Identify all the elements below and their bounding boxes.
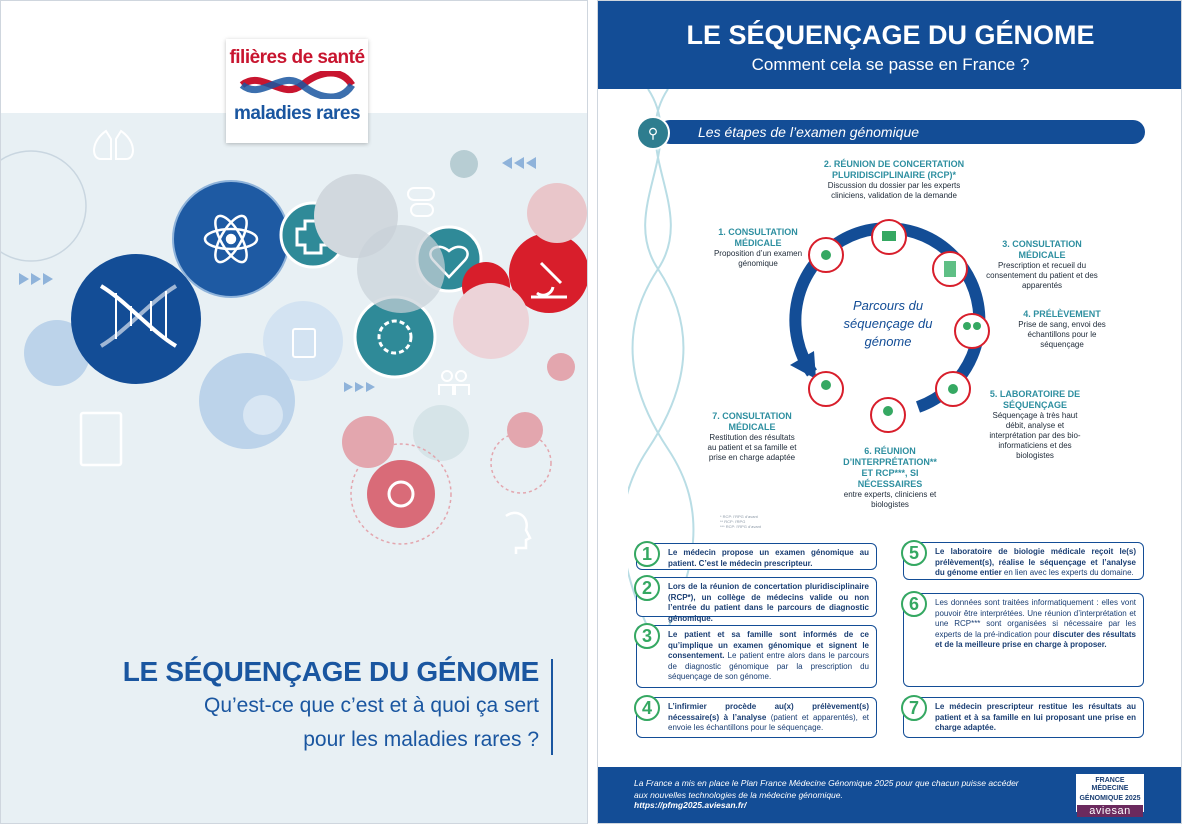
explanation-box-2: 2 Lors de la réunion de concertation pluridisciplinaire (RCP*), un collège de médecins valide ou non l’entrée du patient dans le parcours de diagnostic génomique. bbox=[636, 577, 877, 617]
pink-circle bbox=[527, 183, 587, 243]
document-icon bbox=[81, 413, 121, 465]
step-5-label: 5. LABORATOIRE DE SÉQUENÇAGE Séquençage à très haut débit, analyse et interprétation par des bio-informaticiens et des biologistes bbox=[989, 389, 1081, 460]
logo-wave bbox=[237, 71, 357, 99]
step-3-label: 3. CONSULTATION MÉDICALE Prescription et recueil du consentement du patient et des apparentés bbox=[986, 239, 1098, 290]
cover-subtitle-1: Qu’est-ce que c’est et à quoi ça sert bbox=[203, 694, 539, 717]
steps-heading: Les étapes de l’examen génomique bbox=[698, 124, 920, 140]
family-icon bbox=[439, 371, 469, 395]
small-teal-circle bbox=[450, 150, 478, 178]
pale-pink-circle bbox=[453, 283, 529, 359]
pill-icon bbox=[408, 188, 434, 216]
cover-title-block bbox=[123, 656, 539, 756]
pink-mid-circle bbox=[342, 416, 394, 468]
filieres-logo bbox=[226, 39, 368, 143]
brochure-cover bbox=[0, 0, 588, 824]
pfmg-logo: FRANCE MÉDECINE GÉNOMIQUE 2025 aviesan bbox=[1076, 774, 1144, 812]
cycle-center-text: Parcours du séquençage du génome bbox=[843, 298, 933, 349]
step-2-label: 2. RÉUNION DE CONCERTATION PLURIDISCIPLINAIRE (RCP)* Discussion du dossier par les experts cliniciens, validation de la demande bbox=[823, 159, 965, 200]
explanation-box-6: 6 Les données sont traitées informatiquement : elles vont pouvoir être interprétées. Une réunion d’interprétation et une RCP*** sont organisées si nécessaire par les experts de la pré-indication pour discuter des résultats et de la meilleure prise en charge à proposer. bbox=[903, 593, 1144, 687]
explanation-box-5: 5 Le laboratoire de biologie médicale reçoit le(s) prélèvement(s), réalise le séquençage et l’analyse du génome entier en lien avec les experts du domaine. bbox=[903, 542, 1144, 580]
map-pin-icon: ⚲ bbox=[636, 116, 670, 150]
page-subtitle: Comment cela se passe en France ? bbox=[751, 55, 1030, 74]
pink-mid-circle-2 bbox=[507, 412, 543, 448]
cover-subtitle-2: pour les maladies rares ? bbox=[303, 728, 539, 751]
people-icon bbox=[955, 314, 989, 348]
logo-line-1: filières de santé bbox=[229, 47, 365, 68]
footer-text: La France a mis en place le Plan France Médecine Génomique 2025 pour que chacun puisse accéder aux nouvelles technologies de la médecine génomique. bbox=[634, 778, 1019, 800]
pink-small-circle bbox=[547, 353, 575, 381]
blue-light-circle bbox=[199, 353, 295, 449]
step-1-label: 1. CONSULTATION MÉDICALE Proposition d’un examen génomique bbox=[713, 227, 803, 268]
page-header bbox=[598, 1, 1182, 89]
head-icon bbox=[506, 513, 530, 554]
title-accent-bar bbox=[551, 659, 553, 755]
infographic-page bbox=[597, 0, 1182, 824]
page-footer bbox=[598, 767, 1182, 824]
logo-line-2: maladies rares bbox=[233, 103, 361, 124]
footer-link[interactable]: https://pfmg2025.aviesan.fr/ bbox=[634, 800, 747, 810]
small-light-circle bbox=[243, 395, 283, 435]
brain-circle bbox=[367, 460, 435, 528]
footnotes: * RCP: l’RPG d’avant ** RCP: l’RPG *** RCP: l’RPG d’avant bbox=[720, 514, 761, 529]
explanation-box-4: 4 L’infirmier procède au(x) prélèvement(s) nécessaire(s) à l’analyse (patient et apparentés), et envoie les échantillons pour le séquençage. bbox=[636, 697, 877, 738]
page-title: LE SÉQUENÇAGE DU GÉNOME bbox=[686, 20, 1095, 50]
lungs-icon bbox=[94, 131, 133, 159]
explanation-box-1: 1 Le médecin propose un examen génomique au patient. C’est le médecin prescripteur. bbox=[636, 543, 877, 570]
step-4-label: 4. PRÉLÈVEMENT Prise de sang, envoi des échantillons pour le séquençage bbox=[1018, 309, 1106, 349]
steps-heading-bar bbox=[658, 120, 1145, 144]
pale-teal-circle bbox=[413, 405, 469, 461]
explanation-box-3: 3 Le patient et sa famille sont informés de ce qu’implique un examen génomique et signent le consentement. Le patient entre alors dans le parcours de diagnostic génomique par la prescription du séquençage de son génome. bbox=[636, 625, 877, 688]
step-6-label: 6. RÉUNION D’INTERPRÉTATION** ET RCP***, SI NÉCESSAIRES entre experts, cliniciens et biologistes bbox=[843, 446, 937, 509]
explanation-box-7: 7 Le médecin prescripteur restitue les résultats au patient et à sa famille en lui proposant une prise en charge adaptée. bbox=[903, 697, 1144, 738]
cover-title: LE SÉQUENÇAGE DU GÉNOME bbox=[122, 656, 539, 687]
outline-circle bbox=[1, 151, 86, 261]
step-7-label: 7. CONSULTATION MÉDICALE Restitution des résultats au patient et sa famille et prise en charge adaptée bbox=[707, 411, 797, 462]
grey-circle-2 bbox=[357, 225, 445, 313]
